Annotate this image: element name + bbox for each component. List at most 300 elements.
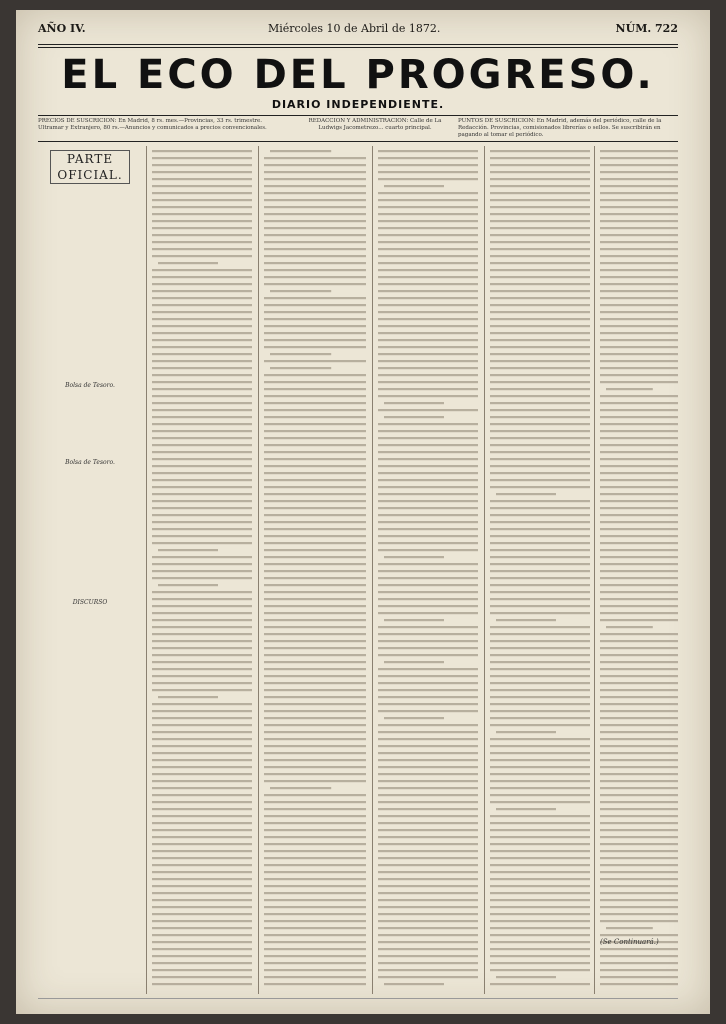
text-line xyxy=(490,542,590,544)
text-line xyxy=(378,759,478,761)
text-line xyxy=(378,318,478,320)
text-line xyxy=(378,850,478,852)
text-line xyxy=(152,913,252,915)
text-line xyxy=(264,745,366,747)
text-line xyxy=(264,192,366,194)
text-line xyxy=(378,822,478,824)
text-line xyxy=(264,381,366,383)
text-line xyxy=(600,528,678,530)
text-line xyxy=(490,255,590,257)
text-line xyxy=(152,675,252,677)
info-rule-top xyxy=(38,115,678,116)
text-line xyxy=(490,934,590,936)
text-line xyxy=(264,962,366,964)
text-line xyxy=(264,374,366,376)
text-line xyxy=(378,920,478,922)
text-line xyxy=(378,486,478,488)
text-line xyxy=(490,451,590,453)
text-line xyxy=(264,325,366,327)
text-line xyxy=(152,367,252,369)
text-line xyxy=(490,465,590,467)
text-line xyxy=(264,843,366,845)
text-line xyxy=(496,731,556,733)
text-line xyxy=(600,815,678,817)
text-line xyxy=(264,647,366,649)
text-line xyxy=(152,451,252,453)
text-line xyxy=(490,605,590,607)
text-line xyxy=(152,619,252,621)
text-line xyxy=(264,836,366,838)
text-line xyxy=(158,696,218,698)
text-line xyxy=(600,374,678,376)
text-line xyxy=(152,948,252,950)
text-line xyxy=(378,227,478,229)
text-line xyxy=(152,598,252,600)
text-line xyxy=(152,332,252,334)
text-line xyxy=(152,752,252,754)
text-line xyxy=(490,689,590,691)
text-line xyxy=(606,927,653,929)
text-line xyxy=(378,297,478,299)
text-line xyxy=(264,283,366,285)
text-line xyxy=(384,717,444,719)
text-line xyxy=(600,437,678,439)
text-line xyxy=(378,605,478,607)
text-line xyxy=(490,717,590,719)
text-line xyxy=(264,829,366,831)
text-line xyxy=(264,262,366,264)
text-line xyxy=(264,388,366,390)
text-line xyxy=(490,409,590,411)
text-line xyxy=(264,738,366,740)
text-line xyxy=(152,962,252,964)
text-line xyxy=(152,633,252,635)
text-line xyxy=(264,220,366,222)
text-line xyxy=(600,731,678,733)
text-line xyxy=(600,185,678,187)
text-line xyxy=(378,766,478,768)
text-line xyxy=(264,976,366,978)
text-line xyxy=(264,857,366,859)
text-line xyxy=(152,164,252,166)
text-line xyxy=(600,682,678,684)
text-line xyxy=(490,521,590,523)
text-line xyxy=(490,927,590,929)
text-line xyxy=(378,255,478,257)
text-line xyxy=(264,556,366,558)
text-line xyxy=(490,241,590,243)
text-line xyxy=(378,514,478,516)
issue-number: NÚM. 722 xyxy=(615,22,678,35)
text-line xyxy=(490,318,590,320)
text-line xyxy=(152,311,252,313)
text-line xyxy=(490,661,590,663)
text-line xyxy=(378,276,478,278)
text-line xyxy=(152,654,252,656)
text-line xyxy=(600,822,678,824)
text-line xyxy=(264,297,366,299)
text-line xyxy=(152,297,252,299)
text-line xyxy=(264,892,366,894)
text-line xyxy=(600,563,678,565)
text-line xyxy=(600,738,678,740)
text-line xyxy=(600,836,678,838)
text-line xyxy=(264,948,366,950)
text-line xyxy=(490,157,590,159)
text-line xyxy=(378,731,478,733)
text-line xyxy=(264,255,366,257)
text-line xyxy=(152,521,252,523)
text-line xyxy=(152,955,252,957)
text-line xyxy=(600,843,678,845)
text-line xyxy=(490,591,590,593)
text-line xyxy=(490,423,590,425)
text-line xyxy=(496,619,556,621)
text-line xyxy=(378,164,478,166)
text-line xyxy=(264,416,366,418)
text-line xyxy=(264,899,366,901)
text-line xyxy=(490,360,590,362)
text-line xyxy=(264,598,366,600)
text-line xyxy=(152,500,252,502)
text-line xyxy=(600,171,678,173)
text-line xyxy=(152,591,252,593)
text-line xyxy=(600,444,678,446)
text-line xyxy=(152,381,252,383)
text-line xyxy=(600,745,678,747)
text-line xyxy=(152,479,252,481)
text-line xyxy=(270,367,331,369)
text-line xyxy=(490,192,590,194)
text-line xyxy=(600,605,678,607)
text-line xyxy=(378,780,478,782)
text-line xyxy=(264,934,366,936)
masthead-top-line xyxy=(38,22,678,42)
text-line xyxy=(264,458,366,460)
text-line xyxy=(152,731,252,733)
text-line xyxy=(158,549,218,551)
text-line xyxy=(152,514,252,516)
text-line xyxy=(600,703,678,705)
text-line xyxy=(378,360,478,362)
text-line xyxy=(152,759,252,761)
text-line xyxy=(378,542,478,544)
text-line xyxy=(152,388,252,390)
text-line xyxy=(600,668,678,670)
text-line xyxy=(600,269,678,271)
text-line xyxy=(152,612,252,614)
top-rule-2 xyxy=(38,47,678,48)
text-line xyxy=(600,479,678,481)
text-line xyxy=(490,486,590,488)
text-line xyxy=(264,472,366,474)
issue-label: AÑO IV. xyxy=(38,22,86,35)
text-line xyxy=(152,976,252,978)
text-line xyxy=(264,528,366,530)
text-line xyxy=(152,605,252,607)
text-line xyxy=(490,325,590,327)
text-line xyxy=(152,269,252,271)
text-line xyxy=(490,311,590,313)
text-line xyxy=(490,857,590,859)
text-line xyxy=(378,836,478,838)
text-line xyxy=(152,290,252,292)
text-line xyxy=(600,206,678,208)
text-line xyxy=(378,801,478,803)
text-line xyxy=(378,388,478,390)
text-line xyxy=(490,458,590,460)
text-line xyxy=(490,899,590,901)
text-line xyxy=(378,500,478,502)
text-line xyxy=(490,339,590,341)
text-line xyxy=(152,843,252,845)
text-line xyxy=(600,661,678,663)
text-line xyxy=(600,577,678,579)
text-line xyxy=(152,738,252,740)
text-line xyxy=(600,913,678,915)
text-line xyxy=(490,535,590,537)
text-line xyxy=(490,766,590,768)
info-rule-bottom xyxy=(38,141,678,142)
text-line xyxy=(600,500,678,502)
text-line xyxy=(490,703,590,705)
text-line xyxy=(490,955,590,957)
text-line xyxy=(600,458,678,460)
text-line xyxy=(378,689,478,691)
text-line xyxy=(378,339,478,341)
text-line xyxy=(600,409,678,411)
text-line xyxy=(264,619,366,621)
text-line xyxy=(152,493,252,495)
text-line xyxy=(264,612,366,614)
text-line xyxy=(152,213,252,215)
text-line xyxy=(600,591,678,593)
text-line xyxy=(152,773,252,775)
text-line xyxy=(152,185,252,187)
text-line xyxy=(490,290,590,292)
text-line xyxy=(490,696,590,698)
text-line xyxy=(600,234,678,236)
text-line xyxy=(490,794,590,796)
text-line xyxy=(378,458,478,460)
text-line xyxy=(378,948,478,950)
text-line xyxy=(378,598,478,600)
text-line xyxy=(152,346,252,348)
text-line xyxy=(384,661,444,663)
text-line xyxy=(490,199,590,201)
text-line xyxy=(600,724,678,726)
text-line xyxy=(490,801,590,803)
column-2 xyxy=(152,146,252,994)
illegible-text-lines xyxy=(378,146,478,994)
text-line xyxy=(152,423,252,425)
illegible-text-lines xyxy=(152,146,252,994)
text-line xyxy=(152,486,252,488)
text-line xyxy=(378,493,478,495)
text-line xyxy=(600,619,678,621)
text-line xyxy=(490,724,590,726)
text-line xyxy=(264,668,366,670)
text-line xyxy=(384,402,444,404)
text-line xyxy=(158,262,218,264)
text-line xyxy=(152,766,252,768)
text-line xyxy=(152,794,252,796)
text-line xyxy=(490,367,590,369)
text-line xyxy=(378,213,478,215)
text-line xyxy=(490,150,590,152)
text-line xyxy=(490,787,590,789)
text-line xyxy=(600,829,678,831)
text-line xyxy=(152,458,252,460)
text-line xyxy=(490,220,590,222)
subheading-discurso: DISCURSO xyxy=(72,599,108,607)
text-line xyxy=(600,248,678,250)
text-line xyxy=(490,374,590,376)
text-line xyxy=(264,430,366,432)
text-line xyxy=(490,633,590,635)
text-line xyxy=(600,962,678,964)
text-line xyxy=(152,836,252,838)
text-line xyxy=(378,976,478,978)
text-line xyxy=(384,185,444,187)
text-line xyxy=(490,213,590,215)
column-4 xyxy=(378,146,478,994)
text-line xyxy=(600,689,678,691)
text-line xyxy=(490,815,590,817)
text-line xyxy=(600,570,678,572)
text-line xyxy=(490,430,590,432)
text-line xyxy=(152,864,252,866)
text-line xyxy=(152,689,252,691)
text-line xyxy=(600,808,678,810)
text-line xyxy=(378,241,478,243)
text-line xyxy=(490,528,590,530)
text-line xyxy=(600,339,678,341)
text-line xyxy=(264,577,366,579)
text-line xyxy=(152,444,252,446)
text-line xyxy=(600,696,678,698)
text-line xyxy=(490,353,590,355)
illegible-text-lines xyxy=(600,146,678,994)
text-line xyxy=(600,948,678,950)
text-line xyxy=(152,745,252,747)
text-line xyxy=(490,185,590,187)
text-line xyxy=(152,192,252,194)
text-line xyxy=(264,864,366,866)
text-line xyxy=(152,528,252,530)
text-line xyxy=(600,430,678,432)
text-line xyxy=(264,486,366,488)
text-line xyxy=(490,437,590,439)
text-line xyxy=(600,332,678,334)
text-line xyxy=(264,822,366,824)
text-line xyxy=(600,493,678,495)
text-line xyxy=(600,640,678,642)
text-line xyxy=(600,633,678,635)
text-line xyxy=(264,213,366,215)
text-line xyxy=(490,962,590,964)
text-line xyxy=(378,353,478,355)
text-line xyxy=(152,892,252,894)
text-line xyxy=(378,157,478,159)
text-line xyxy=(152,227,252,229)
text-line xyxy=(152,465,252,467)
text-line xyxy=(152,430,252,432)
text-line xyxy=(378,570,478,572)
text-line xyxy=(490,234,590,236)
text-line xyxy=(490,556,590,558)
text-line xyxy=(378,535,478,537)
text-line xyxy=(490,829,590,831)
text-line xyxy=(264,535,366,537)
text-line xyxy=(264,626,366,628)
text-line xyxy=(600,584,678,586)
text-line xyxy=(490,773,590,775)
text-line xyxy=(152,437,252,439)
text-line xyxy=(600,255,678,257)
text-line xyxy=(600,850,678,852)
text-line xyxy=(490,612,590,614)
text-line xyxy=(490,444,590,446)
text-line xyxy=(152,304,252,306)
text-line xyxy=(490,416,590,418)
text-line xyxy=(152,395,252,397)
text-line xyxy=(378,906,478,908)
text-line xyxy=(378,290,478,292)
text-line xyxy=(264,969,366,971)
text-line xyxy=(264,752,366,754)
text-line xyxy=(152,409,252,411)
text-line xyxy=(264,773,366,775)
text-line xyxy=(600,451,678,453)
text-line xyxy=(378,374,478,376)
text-line xyxy=(600,227,678,229)
text-line xyxy=(264,766,366,768)
text-line xyxy=(600,353,678,355)
text-line xyxy=(490,682,590,684)
text-line xyxy=(378,178,478,180)
text-line xyxy=(600,787,678,789)
text-line xyxy=(378,234,478,236)
text-line xyxy=(152,234,252,236)
text-line xyxy=(600,647,678,649)
text-line xyxy=(600,416,678,418)
text-line xyxy=(600,262,678,264)
text-line xyxy=(152,535,252,537)
text-line xyxy=(600,766,678,768)
text-line xyxy=(490,584,590,586)
text-line xyxy=(378,640,478,642)
text-line xyxy=(152,150,252,152)
text-line xyxy=(378,696,478,698)
text-line xyxy=(264,269,366,271)
text-line xyxy=(264,409,366,411)
text-line xyxy=(264,248,366,250)
text-line xyxy=(152,206,252,208)
text-line xyxy=(378,633,478,635)
text-line xyxy=(152,717,252,719)
text-line xyxy=(378,199,478,201)
text-line xyxy=(378,927,478,929)
text-line xyxy=(378,521,478,523)
text-line xyxy=(490,640,590,642)
text-line xyxy=(490,654,590,656)
text-line xyxy=(600,465,678,467)
text-line xyxy=(600,906,678,908)
text-line xyxy=(264,521,366,523)
text-line xyxy=(378,465,478,467)
text-line xyxy=(600,486,678,488)
